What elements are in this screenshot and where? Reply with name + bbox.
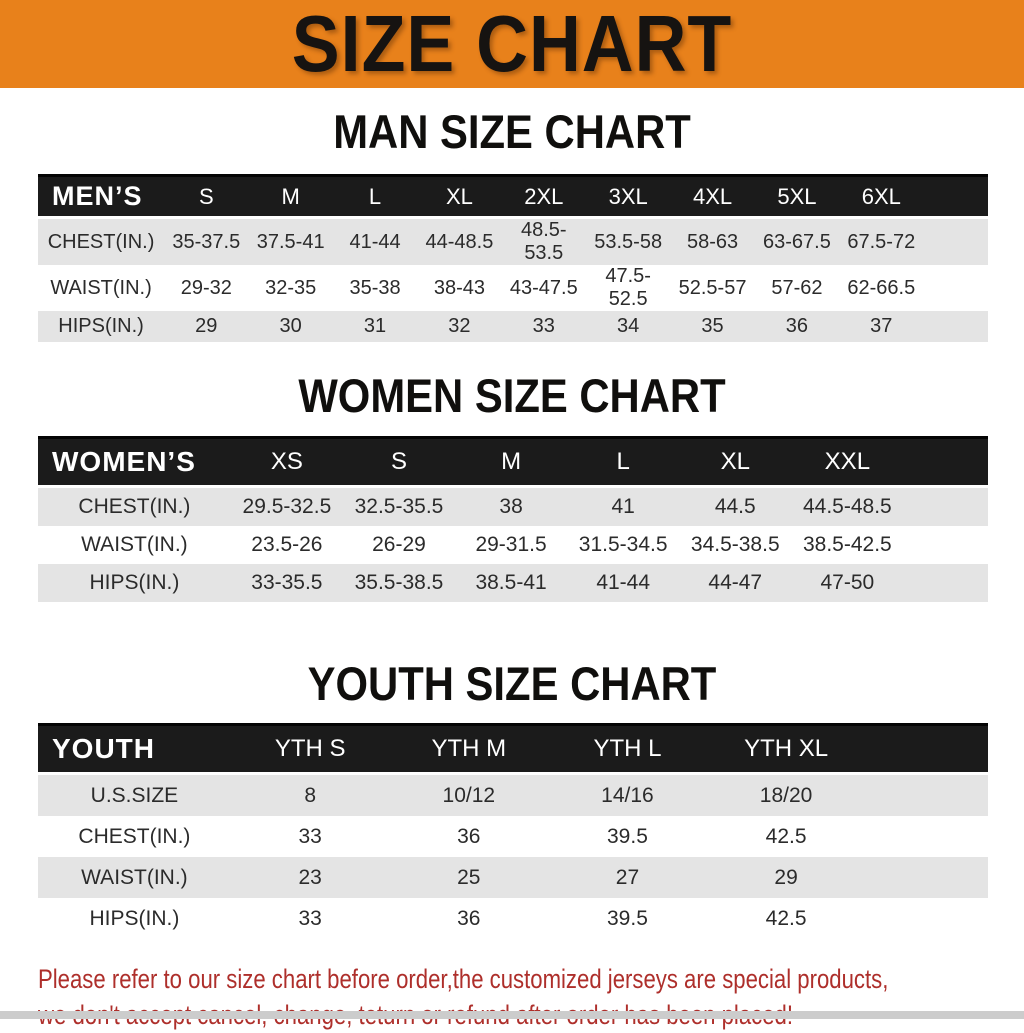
size-value: 10/12 [442,783,496,807]
filler-cell [923,311,988,342]
size-value: 63-67.5 [762,230,831,253]
size-value: 67.5-72 [847,230,916,253]
size-value: 31.5-34.5 [578,533,668,556]
size-value: 37.5-41 [256,230,325,253]
filler-cell [903,487,988,527]
table-corner-label: MEN’S [38,176,164,218]
table-row [38,487,988,527]
size-value: 32 [448,315,471,337]
size-value: 37 [870,315,893,337]
size-column-header: L [567,438,679,487]
size-value: 35-37.5 [172,230,241,253]
size-value: 38 [499,495,523,518]
row-label: CHEST(IN.) [47,230,155,253]
size-value: 47-50 [820,571,875,594]
row-label: WAIST(IN.) [81,533,188,556]
size-column-header: 5XL [755,176,839,218]
size-value: 30 [279,315,302,337]
size-value: 33 [532,315,555,337]
man-size-chart-heading: MAN SIZE CHART [333,106,691,159]
size-value: 42.5 [765,824,807,848]
size-value: 32-35 [265,276,317,299]
table-header-row [38,725,988,774]
table-header-row [38,438,988,487]
size-value: 35 [701,315,724,337]
size-value: 57-62 [771,276,823,299]
size-value: 34 [617,315,640,337]
size-value: 41-44 [596,571,651,594]
size-column-header: M [455,438,567,487]
size-value: 44-48.5 [425,230,494,253]
size-column-header: YTH XL [707,725,866,774]
filler-cell [923,176,988,218]
size-value: 32.5-35.5 [354,495,444,518]
size-value: 47.5-52.5 [605,265,651,310]
womens-size-table [38,436,988,602]
table-corner-label: YOUTH [38,725,231,774]
youth-size-chart-heading: YOUTH SIZE CHART [307,658,717,711]
size-column-header: YTH L [548,725,707,774]
filler-cell [865,725,988,774]
table-row [38,218,988,266]
size-value: 33 [298,906,322,930]
filler-cell [903,526,988,564]
size-value: 44.5-48.5 [802,495,892,518]
size-value: 44-47 [708,571,763,594]
table-row [38,265,988,311]
size-value: 35.5-38.5 [354,571,444,594]
page-title: SIZE CHART [291,0,733,89]
filler-cell [865,898,988,939]
table-header-row [38,176,988,218]
table-row [38,816,988,857]
size-value: 42.5 [765,906,807,930]
size-value: 29 [774,865,798,889]
size-column-header: L [333,176,417,218]
size-value: 38-43 [433,276,485,299]
size-value: 14/16 [601,783,654,807]
size-column-header: XXL [791,438,903,487]
size-value: 34.5-38.5 [690,533,780,556]
table-row [38,774,988,817]
size-value: 35-38 [349,276,401,299]
size-value: 18/20 [759,783,813,807]
mens-size-table [38,174,988,342]
size-value: 53.5-58 [594,230,663,253]
size-value: 27 [615,865,640,889]
row-label: CHEST(IN.) [78,495,191,518]
size-column-header: S [164,176,248,218]
filler-cell [865,816,988,857]
size-value: 29-31.5 [475,533,547,556]
size-value: 39.5 [607,824,648,848]
row-label: WAIST(IN.) [50,276,152,299]
size-value: 23.5-26 [251,533,323,556]
size-column-header: XS [231,438,343,487]
filler-cell [865,857,988,898]
row-label: HIPS(IN.) [89,571,180,594]
table-row [38,564,988,602]
size-column-header: XL [679,438,791,487]
size-column-header: 3XL [586,176,670,218]
size-value: 31 [363,315,387,337]
filler-cell [923,265,988,311]
row-label: HIPS(IN.) [58,315,144,337]
warning-line-1: Please refer to our size chart before order,the customized jerseys are special products, [38,964,889,994]
size-value: 48.5-53.5 [520,219,567,264]
table-corner-label: WOMEN’S [38,438,231,487]
size-chart-banner [0,0,1024,88]
size-value: 29.5-32.5 [242,495,332,518]
order-warning-note [38,961,889,1033]
size-column-header: YTH M [389,725,548,774]
size-value: 62-66.5 [847,276,916,299]
size-column-header: 4XL [670,176,754,218]
size-value: 36 [457,906,481,930]
table-row [38,857,988,898]
size-column-header: XL [417,176,501,218]
filler-cell [903,564,988,602]
size-value: 44.5 [714,495,756,518]
size-value: 58-63 [686,230,739,253]
row-label: CHEST(IN.) [78,824,191,848]
filler-cell [903,438,988,487]
table-row [38,898,988,939]
row-label: U.S.SIZE [90,783,179,807]
row-label: WAIST(IN.) [81,865,188,889]
table-row [38,311,988,342]
size-value: 38.5-42.5 [802,533,892,556]
filler-cell [923,218,988,266]
size-value: 23 [298,865,322,889]
size-value: 36 [785,315,809,337]
size-value: 38.5-41 [475,571,547,594]
table-row [38,526,988,564]
size-column-header: 6XL [839,176,923,218]
size-value: 33-35.5 [251,571,323,594]
size-value: 29 [195,315,218,337]
size-value: 8 [304,783,316,807]
size-value: 39.5 [607,906,648,930]
size-column-header: YTH S [231,725,390,774]
size-value: 29-32 [180,276,232,299]
size-value: 41 [611,495,635,518]
size-value: 25 [457,865,481,889]
size-value: 33 [298,824,322,848]
youth-size-table [38,723,988,939]
filler-cell [865,774,988,817]
size-value: 41-44 [349,230,401,253]
size-column-header: S [343,438,455,487]
size-column-header: 2XL [502,176,586,218]
bottom-edge-strip [0,1011,1024,1019]
row-label: HIPS(IN.) [89,906,180,930]
size-value: 43-47.5 [509,276,578,299]
size-value: 36 [457,824,481,848]
size-value: 26-29 [372,533,426,556]
women-size-chart-heading: WOMEN SIZE CHART [298,370,726,423]
size-value: 52.5-57 [678,276,747,299]
size-column-header: M [248,176,332,218]
